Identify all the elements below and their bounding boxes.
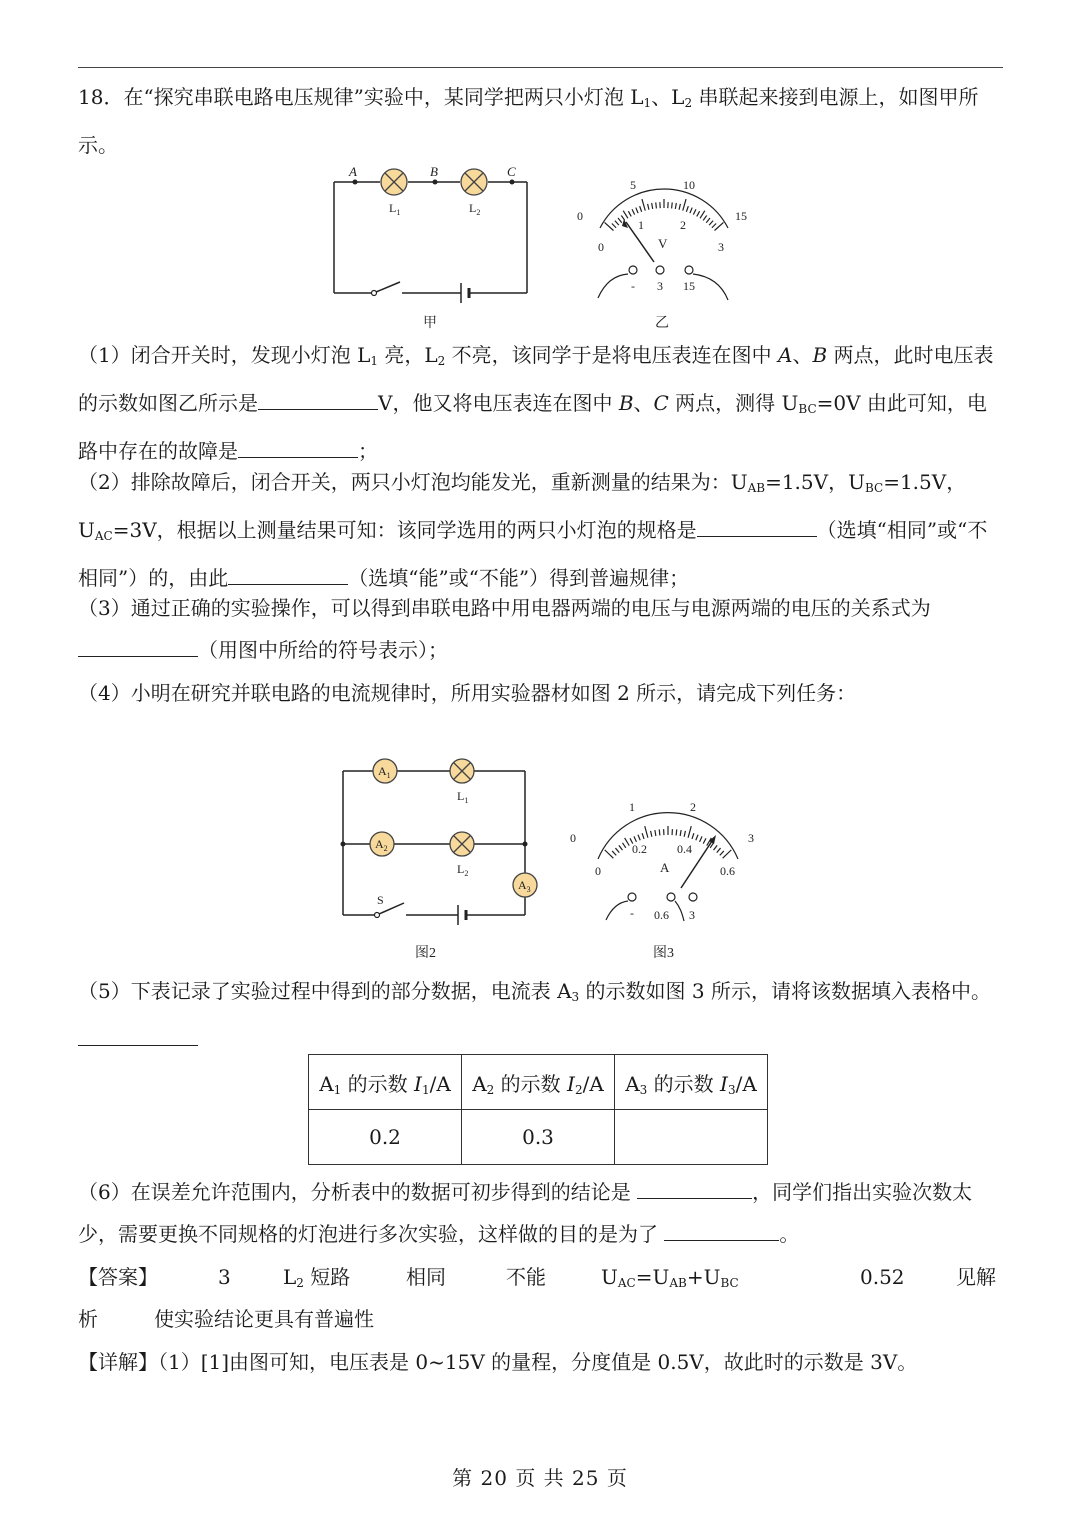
dial-tick (615, 848, 619, 853)
dial-tick (672, 202, 673, 208)
point-a: A (349, 164, 357, 179)
ammeter-outer-tick-2: 2 (690, 800, 696, 814)
dial-tick (638, 835, 640, 841)
table-cell-i2: 0.3 (462, 1110, 615, 1165)
ammeter-a3 (513, 873, 537, 897)
dial-tick (684, 831, 685, 837)
part-6: （6）在误差允许范围内，分析表中的数据可初步得到的结论是 ，同学们指出实验次数太少，需要更换不同规格的灯泡进行多次实验，这样做的目的是为了 。 (78, 1171, 1003, 1255)
answer-1: 3 (218, 1265, 231, 1289)
dial-tick (642, 833, 644, 839)
voltmeter-terminal-3: 3 (657, 279, 663, 293)
dial-tick (717, 848, 721, 853)
lamp-l2-label: $L_2$ (469, 201, 481, 217)
lamp-l1-parallel-label: $L_1$ (457, 789, 469, 805)
answer-blank-8[interactable] (664, 1218, 779, 1241)
dial-tick (712, 223, 716, 227)
voltmeter-outer-tick-10: 10 (683, 178, 695, 192)
ammeter-inner-tick-02: 0.2 (632, 842, 647, 856)
voltmeter-unit: V (658, 236, 668, 251)
page-footer: 第 20 页 共 25 页 (452, 1466, 628, 1490)
answer-7a: 见解 (956, 1265, 996, 1289)
part-3: （3）通过正确的实验操作，可以得到串联电路中用电器两端的电压与电源两端的电压的关系式为（用图中所给的符号表示）； (78, 596, 931, 662)
dial-tick (696, 835, 698, 841)
dial-tick (651, 831, 652, 837)
table-row (309, 1110, 768, 1165)
ammeter-terminal-minus: - (630, 906, 634, 920)
answer-blank-6[interactable] (78, 1023, 198, 1046)
dial-tick (686, 206, 688, 212)
answer-5: $U_{AC}=U_{AB}+U_{BC}$ (601, 1265, 739, 1290)
dial-tick (697, 211, 700, 216)
dial-tick (640, 206, 642, 212)
table-header-row (309, 1055, 768, 1110)
dial-tick (659, 829, 660, 835)
table-cell-i1: 0.2 (309, 1110, 462, 1165)
dial-tick (679, 204, 680, 210)
dial-tick (675, 203, 676, 209)
switch-s-pivot (375, 913, 380, 918)
answer-4: 不能 (506, 1265, 546, 1289)
voltmeter-inner-tick-1: 1 (638, 218, 644, 232)
answer-label: 【答案】 (78, 1265, 158, 1289)
ammeter-outer-tick-3: 3 (748, 831, 754, 845)
header-rule (78, 67, 1003, 68)
point-c: C (507, 164, 516, 179)
dial-tick (612, 851, 616, 855)
answer-blank-7[interactable] (637, 1176, 752, 1199)
question-stem: 18．在“探究串联电路电压规律”实验中，某同学把两只小灯泡 $L_1$、$L_2$ 串联起来接到电源上，如图甲所示。 (78, 85, 979, 157)
dial-tick (676, 829, 677, 835)
lamp-l2 (461, 169, 487, 195)
dial-tick (619, 845, 623, 850)
voltmeter-outer-tick-5: 5 (630, 178, 636, 192)
voltmeter-terminal-15: 15 (683, 279, 695, 293)
answer-blank-5[interactable] (78, 634, 198, 657)
dial-tick (625, 838, 630, 846)
point-b: B (430, 164, 438, 179)
dial-tick (703, 216, 706, 221)
answer-8: 使实验结论更具有普遍性 (154, 1307, 374, 1331)
dial-tick (655, 830, 656, 836)
answer-2: $L_2$ 短路 (283, 1265, 351, 1290)
ammeter-terminal-06: 0.6 (654, 908, 669, 922)
part-5: （5）下表记录了实验过程中得到的部分数据，电流表 $A_3$ 的示数如图 3 所示，请将该数据填入表格中。 (78, 970, 1003, 1060)
figure-label-jia: 甲 (423, 316, 437, 331)
ammeter-terminal-3: 3 (689, 908, 695, 922)
dial-tick (690, 208, 692, 214)
voltmeter-inner-tick-0: 0 (598, 240, 604, 254)
answer-blank-4[interactable] (228, 562, 348, 585)
ammeter-outer-tick-1: 1 (629, 800, 635, 814)
dial-tick (636, 208, 638, 214)
lamp-l2-parallel-label: $L_2$ (457, 862, 469, 878)
answer-blank-2[interactable] (238, 435, 358, 458)
detail-section: 【详解】（1）[1]由图可知，电压表是 0~15V 的量程，分度值是 0.5V，故此时的示数是 3V。 (78, 1350, 918, 1374)
ammeter-outer-tick-0: 0 (570, 831, 576, 845)
lamp-l1-parallel (450, 759, 474, 783)
dial-tick (683, 199, 686, 211)
ammeter-unit: A (660, 860, 670, 875)
dial-tick (720, 851, 724, 855)
figure-label-yi: 乙 (655, 316, 669, 331)
series-circuit (334, 182, 527, 303)
voltmeter-arc (600, 189, 728, 228)
dial-tick (648, 204, 649, 210)
dial-tick (706, 218, 710, 223)
ammeter-inner-tick-04: 0.4 (677, 842, 692, 856)
lamp-l2-parallel (450, 832, 474, 856)
lamp-l1-label: $L_1$ (389, 201, 401, 217)
ammeter-inner-tick-06: 0.6 (720, 864, 735, 878)
dial-tick (656, 202, 657, 208)
voltmeter-inner-tick-3: 3 (718, 240, 724, 254)
dial-tick (709, 221, 713, 225)
figure-label-2: 图2 (415, 946, 436, 961)
dial-tick (652, 203, 653, 209)
table-header-a1: $A_1$ 的示数 $I_1/A$ (309, 1055, 462, 1110)
dial-tick (692, 833, 694, 839)
voltmeter-terminal-minus: - (631, 279, 635, 293)
voltmeter-outer-tick-15: 15 (735, 209, 747, 223)
figure-parallel-circuit-and-ammeter (0, 745, 1080, 970)
voltmeter-outer-tick-0: 0 (577, 209, 583, 223)
dial-tick (688, 826, 691, 838)
answer-3: 相同 (406, 1265, 446, 1289)
answer-6: 0.52 (860, 1265, 905, 1289)
svg-text:A1: $A_1$ (378, 764, 391, 780)
answer-blank-3[interactable] (697, 514, 817, 537)
dial-tick (618, 218, 622, 223)
dial-tick (714, 845, 718, 850)
dial-tick (693, 209, 696, 214)
lamp-l1 (381, 169, 407, 195)
figure-label-3: 图3 (653, 946, 674, 961)
part-2: （2）排除故障后，闭合开关，两只小灯泡均能发光，重新测量的结果为：$U_{AB}=1.5V$，$U_{BC}=1.5V$，$U_{AC}=3V$，根据以上测量结果可知：该同学选用的两只小灯泡的规格是 （选填“相同”或“不相同”）的，由此 （选填“能”或“不能”）得到普遍规律； (78, 470, 988, 590)
ammeter-a1 (373, 759, 397, 783)
part-4: （4）小明在研究并联电路的电流规律时，所用实验器材如图 2 所示，请完成下列任务： (78, 681, 857, 705)
ammeter-inner-tick-0: 0 (595, 864, 601, 878)
table-header-a2: $A_2$ 的示数 $I_2/A$ (462, 1055, 615, 1110)
dial-tick (615, 221, 619, 225)
dial-tick (612, 223, 616, 227)
dial-tick (642, 199, 645, 211)
dial-tick (623, 211, 628, 219)
dial-tick (632, 209, 635, 214)
switch-pivot (372, 291, 377, 296)
dial-tick (703, 838, 706, 843)
data-table (308, 1054, 768, 1165)
table-header-a3: $A_3$ 的示数 $I_3/A$ (615, 1055, 768, 1110)
figure-series-circuit-and-voltmeter (0, 150, 1080, 340)
answer-7b: 析 (78, 1307, 98, 1331)
dial-tick (700, 211, 705, 219)
part-1: （1）闭合开关时，发现小灯泡 $L_1$ 亮，$L_2$ 不亮，该同学于是将电压表连在图中 A、B 两点，此时电压表的示数如图乙所示是 V，他又将电压表连在图中 B、C 两点，测得 $U_{BC}=0V$ 由此可知，电路中存在的故障是 ； (78, 343, 994, 463)
svg-text:A3: $A_3$ (518, 878, 531, 894)
dial-tick (645, 826, 648, 838)
voltmeter-inner-tick-2: 2 (680, 218, 686, 232)
dial-tick (628, 211, 631, 216)
dial-tick (622, 843, 625, 848)
answer-section (78, 1256, 1003, 1340)
table-cell-i3[interactable] (615, 1110, 768, 1165)
answer-blank-1[interactable] (258, 387, 378, 410)
ammeter-a2 (370, 832, 394, 856)
switch-s-label: S (377, 893, 384, 907)
dial-tick (700, 836, 702, 841)
dial-tick (680, 830, 681, 836)
svg-text:A2: $A_2$ (375, 837, 388, 853)
